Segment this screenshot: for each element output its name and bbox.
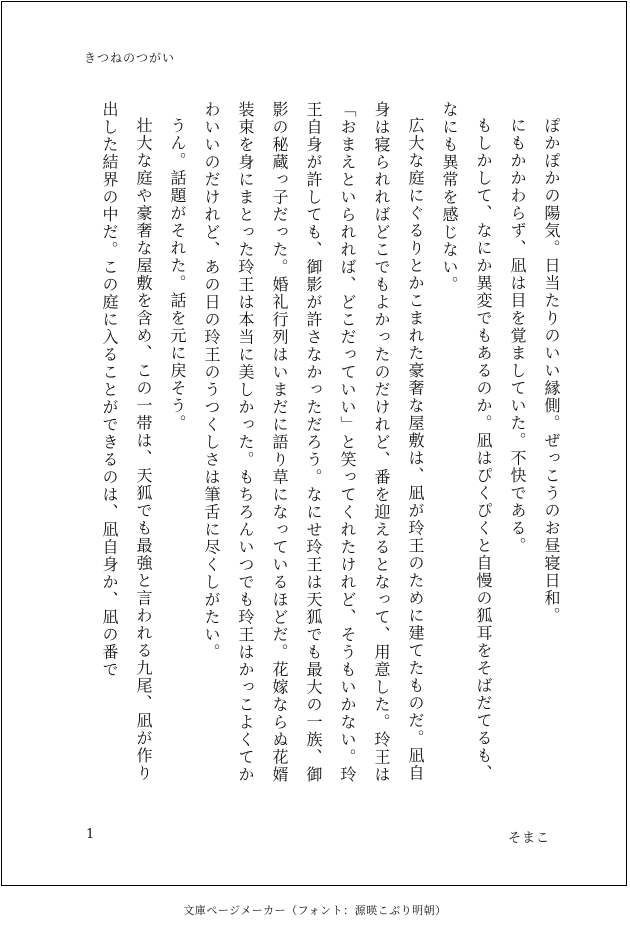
author-name: そまこ [508,831,551,846]
running-title: きつねのつがい [84,51,176,65]
page-frame [1,1,627,886]
paragraph: もしかして、なにか異変でもあるのか。凪はぴくぴくと自慢の狐耳をそばだてるも、なにも異常を感じない。 [440,101,493,782]
footer-credit: 文庫ページメーカー（フォント：源暎こぶり明朝） [183,904,447,917]
paragraph: うん。話題がそれた。話を元に戻そう。 [168,117,187,432]
body-text [48,101,568,791]
page-number: 1 [86,827,95,842]
paragraph: 壮大な庭や豪奢な屋敷を含め、この一帯は、天狐でも最強と言われる九尾、凪が作り出した結界の中だ。この庭に入ることができるのは、凪自身か、凪の番で [100,101,153,782]
paragraph: 広大な庭にぐるりとかこまれた豪奢な屋敷は、凪が玲王のために建てたものだ。凪自身は寝られればどこでもよかったのだけれど、番を迎えるとなって、用意した。玲王は「おまえといられれば、どこだっていい」と笑ってくれたけれど、そうもいかない。玲王自身が許しても、御影が許さなかっただろう。なにせ玲王は天狐でも最大の一族、御影の秘蔵っ子だった。婚礼行列はいまだに語り草になっているほどだ。花嫁ならぬ花婿装束を身にまとった玲王は本当に美しかった。もちろんいつでも玲王はかっこよくてかわいいのだけれど、あの日の玲王のうつくしさは筆舌に尽くしがたい。 [202,101,425,784]
paragraph: にもかかわらず、凪は目を覚ましていた。不快である。 [508,117,527,555]
paragraph: ぽかぽかの陽気。日当たりのいい縁側。ぜっこうのお昼寝日和。 [542,117,561,625]
